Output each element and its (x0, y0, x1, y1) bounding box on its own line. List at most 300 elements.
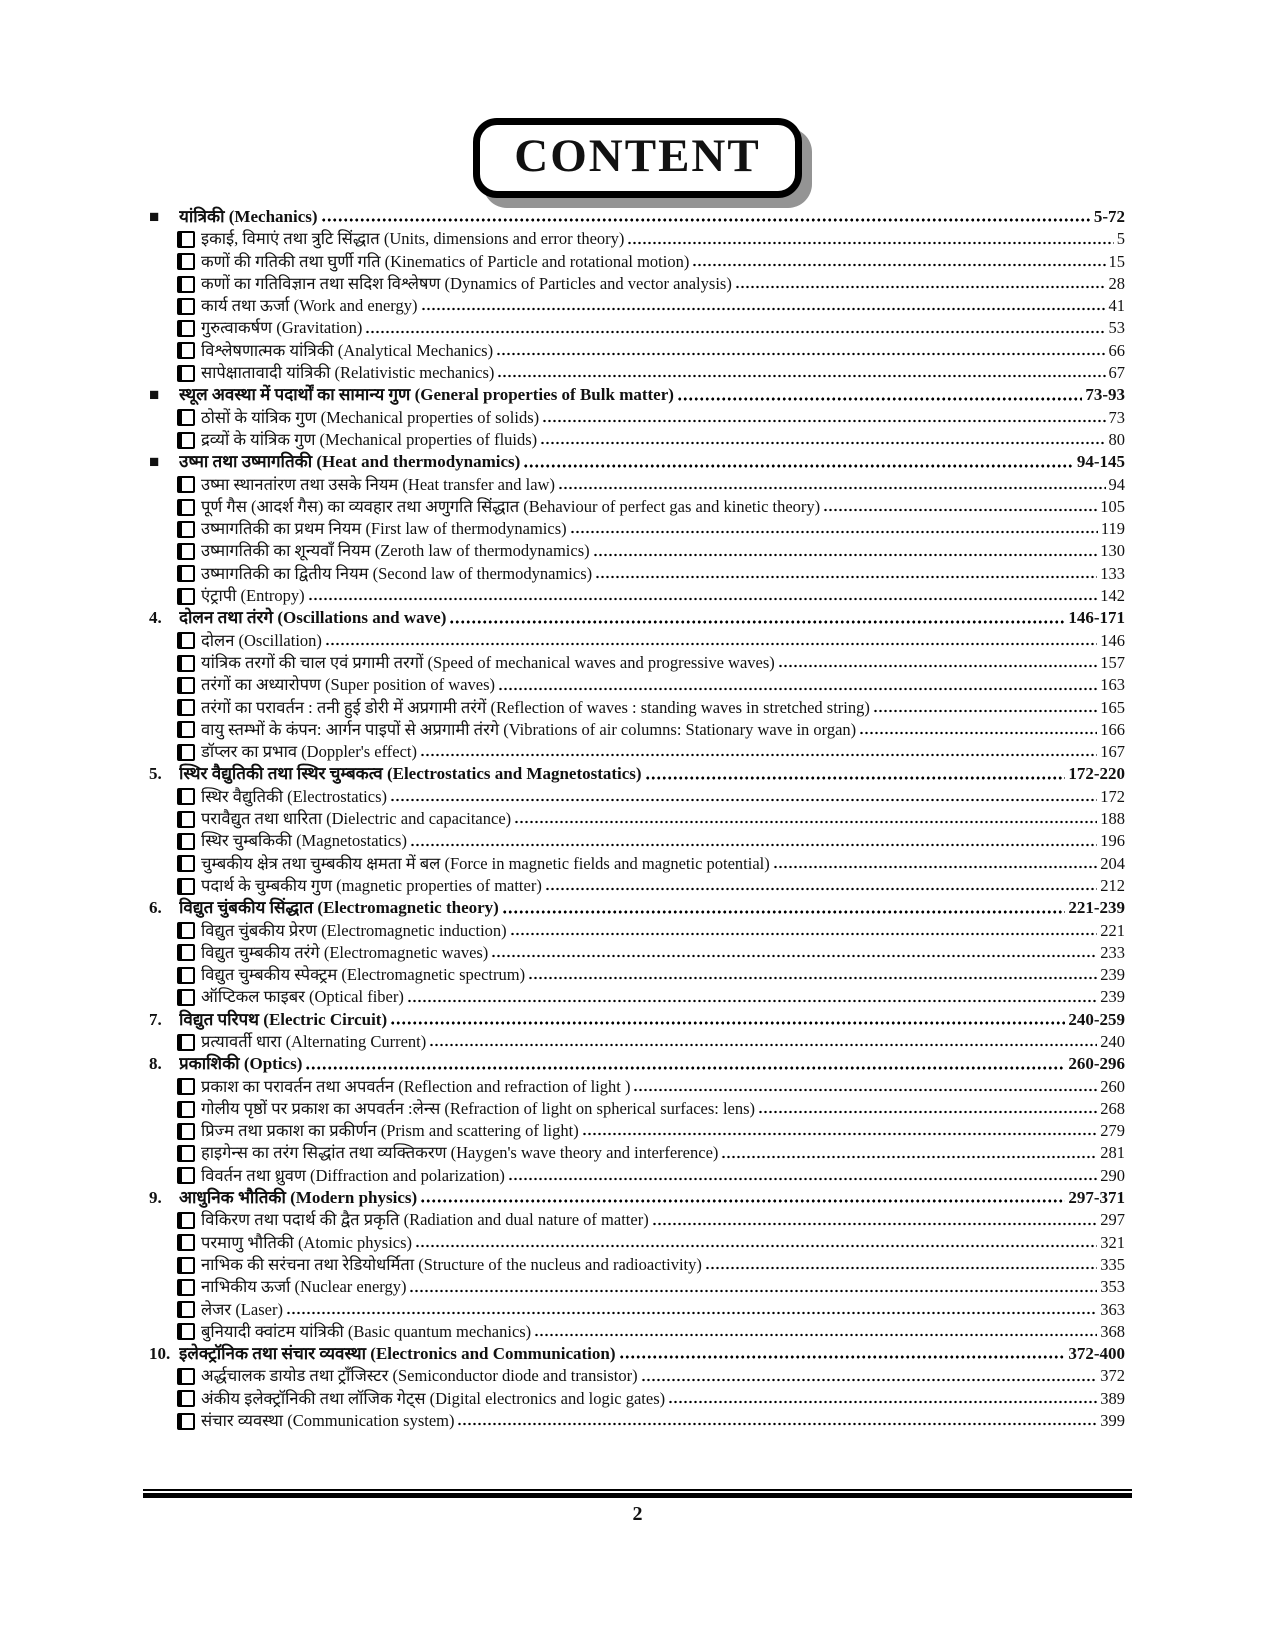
item-page-number: 53 (1108, 318, 1125, 338)
dot-leader (496, 340, 1105, 362)
item-indent (149, 808, 177, 830)
toc-item-row (149, 496, 1125, 518)
section-title-hindi: यांत्रिकी (179, 207, 229, 226)
footer (143, 1489, 1132, 1526)
item-page-number: 204 (1100, 853, 1125, 873)
item-indent (149, 1410, 177, 1432)
item-indent (149, 674, 177, 696)
toc-section-row (149, 1009, 1125, 1031)
item-title-english: (Mechanical properties of fluids) (319, 429, 538, 449)
dot-leader (758, 1098, 1097, 1120)
item-page-number: 146 (1100, 630, 1125, 650)
item-title-english: (Gravitation) (276, 318, 363, 338)
section-title (179, 1187, 417, 1209)
item-title-english: (Heat transfer and law) (402, 474, 555, 494)
item-title-hindi: विद्युत चुंबकीय प्रेरण (201, 920, 322, 940)
item-page-number: 239 (1100, 965, 1125, 985)
item-title-english: (Kinematics of Particle and rotational motion) (384, 251, 690, 271)
item-bullet-icon (177, 1323, 195, 1340)
item-title-hindi: उष्मागतिकी का शून्यवाँ नियम (201, 541, 375, 561)
item-title-hindi: स्थिर वैद्युतिकी (201, 786, 288, 806)
toc-item-row (149, 429, 1125, 451)
dot-leader (582, 1120, 1098, 1142)
toc-section-row (149, 763, 1125, 785)
item-bullet-icon (177, 543, 195, 560)
dot-leader (705, 1254, 1097, 1276)
item-title-english: (Speed of mechanical waves and progressive waves) (427, 652, 775, 672)
section-title (179, 1009, 387, 1031)
item-title (201, 540, 590, 562)
item-title (201, 1076, 630, 1098)
item-title (201, 1365, 638, 1387)
section-page-range: 94-145 (1076, 452, 1125, 472)
item-page-number: 240 (1100, 1031, 1125, 1051)
item-bullet-icon (177, 499, 195, 516)
item-indent (149, 518, 177, 540)
item-title-english: (Refraction of light on spherical surfaces: lens) (444, 1098, 756, 1118)
page-number: 2 (632, 1503, 643, 1525)
item-title-english: (Haygen's wave theory and interference) (450, 1143, 719, 1163)
item-title-english: (Atomic physics) (297, 1232, 413, 1252)
section-title (179, 607, 446, 629)
item-bullet-icon (177, 1078, 195, 1095)
toc-item-row (149, 1321, 1125, 1343)
item-title-hindi: उष्मागतिकी का प्रथम नियम (201, 519, 366, 539)
item-indent (149, 719, 177, 741)
item-title-english: (Mechanical properties of solids) (320, 407, 540, 427)
item-title-hindi: प्रकाश का परावर्तन तथा अपवर्तन (201, 1076, 399, 1096)
item-page-number: 279 (1100, 1121, 1125, 1141)
item-bullet-icon (177, 944, 195, 961)
item-title (201, 1388, 665, 1410)
dot-leader (286, 1299, 1097, 1321)
item-bullet-icon (177, 1390, 195, 1407)
item-indent (149, 786, 177, 808)
item-title-english: (Basic quantum mechanics) (347, 1321, 532, 1341)
item-bullet-icon (177, 1279, 195, 1296)
item-title (201, 875, 542, 897)
item-title-hindi: विद्युत चुम्बकीय तरंगे (201, 942, 324, 962)
item-indent (149, 1299, 177, 1321)
dot-leader (645, 763, 1066, 785)
section-page-range: 240-259 (1068, 1009, 1125, 1029)
item-title (201, 830, 407, 852)
item-title-english: (Second law of thermodynamics) (372, 563, 593, 583)
item-title-english: (Structure of the nucleus and radioactivity) (418, 1254, 702, 1274)
item-title-hindi: विश्लेषणात्मक यांत्रिकी (201, 340, 338, 360)
section-page-range: 297-371 (1068, 1188, 1125, 1208)
item-page-number: 363 (1100, 1299, 1125, 1319)
item-title-hindi: गुरुत्वाकर्षण (201, 318, 277, 338)
section-page-range: 260-296 (1068, 1054, 1125, 1074)
item-title-hindi: तरंगों का अध्यारोपण (201, 675, 326, 695)
dot-leader (325, 630, 1097, 652)
item-title-hindi: यांत्रिक तरगों की चाल एवं प्रगामी तरगों (201, 652, 428, 672)
item-page-number: 321 (1100, 1232, 1125, 1252)
item-title (201, 474, 555, 496)
item-title (201, 317, 362, 339)
toc-item-row (149, 719, 1125, 741)
item-bullet-icon (177, 365, 195, 382)
dot-leader (641, 1365, 1098, 1387)
toc-item-row (149, 317, 1125, 339)
item-title-hindi: परावैद्युत तथा धारिता (201, 809, 327, 829)
section-title-english: (Mechanics) (228, 207, 318, 226)
dot-leader (873, 697, 1097, 719)
toc-item-row (149, 875, 1125, 897)
item-title-english: (Radiation and dual nature of matter) (403, 1210, 649, 1230)
dot-leader (540, 429, 1105, 451)
item-title (201, 585, 305, 607)
item-title-english: (Analytical Mechanics) (337, 340, 494, 360)
toc-item-row (149, 518, 1125, 540)
item-page-number: 353 (1100, 1277, 1125, 1297)
item-page-number: 142 (1100, 586, 1125, 606)
item-title-english: (Reflection of waves : standing waves in stretched string) (490, 697, 870, 717)
item-bullet-icon (177, 811, 195, 828)
item-indent (149, 920, 177, 942)
item-bullet-icon (177, 276, 195, 293)
dot-leader (420, 741, 1097, 763)
dot-leader (429, 1031, 1097, 1053)
footer-rule-thick (143, 1493, 1132, 1498)
item-indent (149, 741, 177, 763)
section-title-hindi: आधुनिक भौतिकी (179, 1188, 291, 1208)
item-title (201, 429, 537, 451)
item-indent (149, 1120, 177, 1142)
item-title-hindi: संचार व्यवस्था (201, 1411, 288, 1431)
toc-item-row (149, 1276, 1125, 1298)
item-page-number: 28 (1108, 273, 1125, 293)
item-title (201, 741, 417, 763)
item-title-hindi: प्रत्यावर्ती धारा (201, 1031, 286, 1051)
toc-item-row (149, 986, 1125, 1008)
dot-leader (305, 1053, 1065, 1075)
dot-leader (420, 1187, 1065, 1209)
item-title (201, 719, 856, 741)
toc-item-row (149, 652, 1125, 674)
toc-item-row (149, 786, 1125, 808)
item-title (201, 986, 404, 1008)
section-marker-icon: 7. (149, 1009, 162, 1029)
item-indent (149, 585, 177, 607)
item-page-number: 15 (1108, 251, 1125, 271)
item-title (201, 786, 387, 808)
toc-section-row (149, 451, 1125, 473)
item-page-number: 335 (1100, 1254, 1125, 1274)
dot-leader (773, 853, 1097, 875)
item-bullet-icon (177, 1368, 195, 1385)
section-title-english: (Electromagnetic theory) (317, 898, 499, 918)
item-title-english: (Prism and scattering of light) (380, 1121, 579, 1141)
dot-leader (692, 251, 1105, 273)
section-title-hindi: विद्युत परिपथ (179, 1009, 264, 1029)
toc-item-row (149, 273, 1125, 295)
section-page-range: 372-400 (1068, 1344, 1125, 1364)
item-page-number: 399 (1100, 1411, 1125, 1431)
item-title-english: (Alternating Current) (285, 1031, 427, 1051)
dot-leader (627, 228, 1113, 250)
item-title-english: (Vibrations of air columns: Stationary wave in organ) (503, 719, 857, 739)
section-title-hindi: प्रकाशिकी (179, 1054, 244, 1074)
dot-leader (619, 1343, 1066, 1365)
dot-leader (570, 518, 1098, 540)
section-title (179, 1343, 616, 1365)
item-bullet-icon (177, 1123, 195, 1140)
item-title (201, 1142, 718, 1164)
header (0, 118, 1275, 198)
item-title (201, 1299, 283, 1321)
item-title-hindi: बुनियादी क्वांटम यांत्रिकी (201, 1321, 348, 1341)
item-title-hindi: इकाई, विमाएं तथा त्रुटि सिंद्धात (201, 229, 384, 249)
item-title-hindi: विद्युत चुम्बकीय स्पेक्ट्रम (201, 965, 342, 985)
item-bullet-icon (177, 1301, 195, 1318)
section-title-english: (Optics) (243, 1054, 303, 1074)
section-marker-icon: ■ (149, 385, 160, 405)
item-title-hindi: प्रिज्म तथा प्रकाश का प्रकीर्णन (201, 1121, 381, 1141)
item-title-hindi: नाभिकीय ऊर्जा (201, 1277, 295, 1297)
dot-leader (677, 384, 1082, 406)
toc-item-row (149, 808, 1125, 830)
item-indent (149, 1076, 177, 1098)
item-bullet-icon (177, 655, 195, 672)
section-marker-icon: 10. (149, 1344, 171, 1364)
dot-leader (735, 273, 1106, 295)
item-title-english: (Electromagnetic waves) (323, 942, 489, 962)
item-page-number: 119 (1100, 519, 1125, 539)
item-title-hindi: उष्मागतिकी का द्वितीय नियम (201, 563, 373, 583)
item-indent (149, 1165, 177, 1187)
item-page-number: 233 (1100, 942, 1125, 962)
item-indent (149, 652, 177, 674)
item-title-english: (Reflection and refraction of light ) (398, 1076, 631, 1096)
item-indent (149, 875, 177, 897)
item-title (201, 1165, 505, 1187)
item-indent (149, 429, 177, 451)
dot-leader (457, 1410, 1097, 1432)
toc-item-row (149, 540, 1125, 562)
item-title-hindi: लेजर (201, 1299, 236, 1319)
item-title (201, 674, 495, 696)
item-bullet-icon (177, 632, 195, 649)
item-indent (149, 964, 177, 986)
item-title-hindi: पूर्ण गैस (आदर्श गैस) का व्यवहार तथा अणुगति सिंद्धात (201, 496, 524, 516)
item-title-hindi: अंकीय इलेक्ट्रॉनिकी तथा लॉजिक गेट्स (201, 1388, 430, 1408)
item-bullet-icon (177, 699, 195, 716)
dot-leader (497, 362, 1105, 384)
toc-item-row (149, 1209, 1125, 1231)
page-title: CONTENT (514, 130, 761, 182)
toc-section-row (149, 384, 1125, 406)
toc-item-row (149, 830, 1125, 852)
item-bullet-icon (177, 1034, 195, 1051)
item-title (201, 1410, 454, 1432)
item-indent (149, 853, 177, 875)
item-title (201, 295, 418, 317)
section-title-hindi: दोलन तथा तंरगे (179, 608, 278, 628)
dot-leader (510, 920, 1098, 942)
item-page-number: 66 (1108, 340, 1125, 360)
toc-item-row (149, 942, 1125, 964)
toc-item-row (149, 362, 1125, 384)
section-page-range: 172-220 (1068, 764, 1125, 784)
dot-leader (498, 674, 1097, 696)
section-title-hindi: विद्युत चुंबकीय सिंद्धात (179, 898, 318, 918)
item-indent (149, 295, 177, 317)
item-title (201, 407, 539, 429)
item-title-hindi: एंट्रापी (201, 586, 241, 606)
item-bullet-icon (177, 989, 195, 1006)
item-title-hindi: नाभिक की सरंचना तथा रेडियोधर्मिता (201, 1254, 419, 1274)
item-title (201, 273, 732, 295)
item-bullet-icon (177, 833, 195, 850)
item-bullet-icon (177, 588, 195, 605)
toc-item-row (149, 1388, 1125, 1410)
item-title-english: (Zeroth law of thermodynamics) (374, 541, 590, 561)
toc-item-row (149, 1120, 1125, 1142)
section-title (179, 897, 499, 919)
item-indent (149, 1142, 177, 1164)
item-title (201, 1209, 649, 1231)
item-page-number: 157 (1100, 652, 1125, 672)
item-bullet-icon (177, 432, 195, 449)
item-bullet-icon (177, 1101, 195, 1118)
dot-leader (668, 1388, 1097, 1410)
item-page-number: 130 (1100, 541, 1125, 561)
section-title-english: (Electronics and Communication) (370, 1344, 616, 1364)
item-indent (149, 563, 177, 585)
item-title-english: (Dynamics of Particles and vector analysis) (444, 273, 732, 293)
item-title (201, 1321, 531, 1343)
item-title-hindi: गोलीय पृष्ठों पर प्रकाश का अपवर्तन :लेन्स (201, 1098, 445, 1118)
item-title-english: (Magnetostatics) (296, 831, 407, 851)
item-title-english: (Nuclear energy) (294, 1277, 407, 1297)
section-title-english: (Heat and thermodynamics) (316, 452, 521, 472)
item-page-number: 105 (1100, 496, 1125, 516)
item-indent (149, 407, 177, 429)
item-title-hindi: पदार्थ के चुम्बकीय गुण (201, 875, 337, 895)
item-indent (149, 273, 177, 295)
dot-leader (545, 875, 1097, 897)
toc-section-row (149, 1187, 1125, 1209)
item-bullet-icon (177, 342, 195, 359)
item-title-hindi: ठोसों के यांत्रिक गुण (201, 407, 321, 427)
item-title-hindi: ऑप्टिकल फाइबर (201, 987, 310, 1007)
section-page-range: 146-171 (1068, 608, 1125, 628)
item-title (201, 496, 820, 518)
dot-leader (859, 719, 1097, 741)
dot-leader (365, 317, 1105, 339)
item-title-english: (Behaviour of perfect gas and kinetic theory) (523, 496, 821, 516)
item-indent (149, 1321, 177, 1343)
section-title-english: (Modern physics) (290, 1188, 418, 1208)
dot-leader (778, 652, 1097, 674)
item-title-hindi: डॉप्लर का प्रभाव (201, 742, 302, 762)
item-page-number: 73 (1108, 407, 1125, 427)
toc (149, 206, 1125, 1432)
item-title-english: (Oscillation) (238, 630, 322, 650)
item-indent (149, 630, 177, 652)
item-title (201, 697, 870, 719)
item-indent (149, 1232, 177, 1254)
item-title-english: (Laser) (235, 1299, 283, 1319)
section-title (179, 384, 674, 406)
item-title (201, 1254, 702, 1276)
section-marker-icon: 8. (149, 1054, 162, 1074)
item-bullet-icon (177, 409, 195, 426)
section-marker-icon: 5. (149, 764, 162, 784)
section-title (179, 763, 642, 785)
section-page-range: 73-93 (1085, 385, 1125, 405)
item-title-hindi: कार्य तथा ऊर्जा (201, 296, 294, 316)
item-page-number: 268 (1100, 1098, 1125, 1118)
toc-item-row (149, 1299, 1125, 1321)
item-title-english: (Digital electronics and logic gates) (429, 1388, 666, 1408)
item-title (201, 853, 770, 875)
item-page-number: 389 (1100, 1388, 1125, 1408)
item-title-english: (Electromagnetic induction) (321, 920, 507, 940)
item-title-english: (Electrostatics) (287, 786, 387, 806)
item-title-hindi: स्थिर चुम्बकिकी (201, 831, 297, 851)
item-title-hindi: द्रव्यों के यांत्रिक गुण (201, 429, 320, 449)
section-page-range: 221-239 (1068, 898, 1125, 918)
toc-item-row (149, 964, 1125, 986)
item-title (201, 1120, 579, 1142)
toc-item-row (149, 697, 1125, 719)
item-indent (149, 540, 177, 562)
content-title-box (473, 118, 801, 198)
dot-leader (595, 563, 1097, 585)
dot-leader (491, 942, 1097, 964)
item-indent (149, 340, 177, 362)
dot-leader (593, 540, 1098, 562)
item-title (201, 808, 511, 830)
section-title-english: (General properties of Bulk matter) (414, 385, 674, 405)
dot-leader (633, 1076, 1097, 1098)
item-page-number: 221 (1100, 920, 1125, 940)
toc-item-row (149, 1142, 1125, 1164)
dot-leader (542, 407, 1105, 429)
dot-leader (390, 1009, 1065, 1031)
item-bullet-icon (177, 922, 195, 939)
item-bullet-icon (177, 855, 195, 872)
section-marker-icon: 4. (149, 608, 162, 628)
item-title-english: (Entropy) (240, 586, 305, 606)
item-indent (149, 697, 177, 719)
item-title (201, 228, 624, 250)
footer-rule-thin (143, 1489, 1132, 1491)
item-title-hindi: विकिरण तथा पदार्थ की द्वैत प्रकृति (201, 1210, 404, 1230)
toc-item-row (149, 1365, 1125, 1387)
item-title (201, 1232, 412, 1254)
item-title-hindi: हाइगेन्स का तरंग सिद्धांत तथा व्यक्तिकरण (201, 1143, 451, 1163)
section-marker-icon: 9. (149, 1188, 162, 1208)
item-title-hindi: वायु स्तम्भों के कंपन: आर्गन पाइपों से अप्रगामी तंरगे (201, 719, 504, 739)
item-indent (149, 251, 177, 273)
item-title-hindi: विवर्तन तथा ध्रुवण (201, 1165, 311, 1185)
dot-leader (410, 830, 1097, 852)
dot-leader (502, 897, 1066, 919)
item-indent (149, 986, 177, 1008)
toc-item-row (149, 563, 1125, 585)
item-indent (149, 362, 177, 384)
item-title-english: (Doppler's effect) (301, 742, 417, 762)
item-bullet-icon (177, 744, 195, 761)
toc-item-row (149, 1098, 1125, 1120)
item-page-number: 260 (1100, 1076, 1125, 1096)
section-title (179, 1053, 302, 1075)
dot-leader (652, 1209, 1098, 1231)
